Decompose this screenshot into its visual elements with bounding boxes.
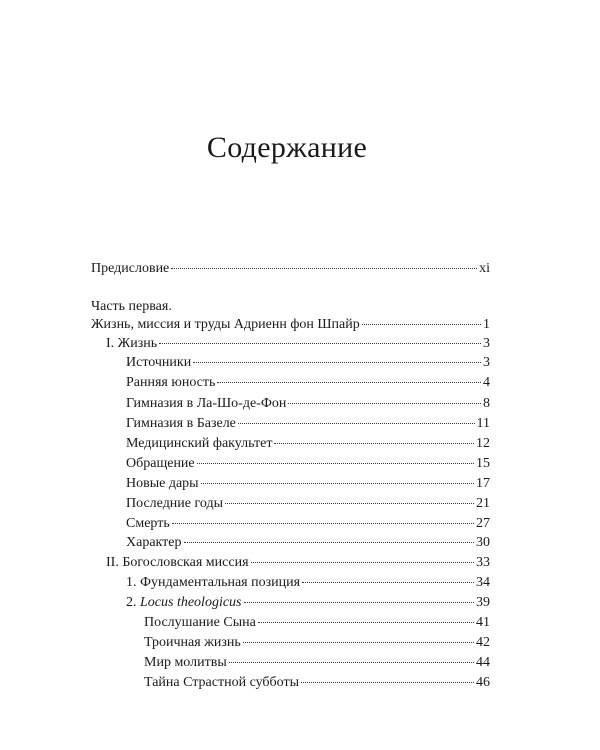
toc-label: Ранняя юность bbox=[126, 375, 216, 390]
dot-leader bbox=[302, 582, 474, 583]
toc-row bbox=[144, 653, 490, 673]
toc-row bbox=[126, 593, 490, 613]
toc-page-number: 15 bbox=[476, 456, 490, 471]
toc-row bbox=[126, 494, 490, 514]
dot-leader bbox=[301, 682, 474, 683]
toc-page-number: 30 bbox=[476, 535, 490, 550]
toc-page-number: 12 bbox=[476, 436, 490, 451]
dot-leader bbox=[171, 268, 477, 269]
toc-page-number: 3 bbox=[483, 355, 490, 370]
toc-label: Предисловие bbox=[91, 261, 170, 276]
toc-page-number: 1 bbox=[483, 317, 490, 332]
toc-row-preface bbox=[91, 259, 490, 279]
toc-label: 1. Фундаментальная позиция bbox=[126, 575, 301, 590]
toc-row bbox=[126, 353, 490, 373]
toc-row bbox=[144, 613, 490, 633]
toc-page-number: 34 bbox=[476, 575, 490, 590]
toc-label: Источники bbox=[126, 355, 192, 370]
toc-page-number: 4 bbox=[483, 375, 490, 390]
toc-page-number: 3 bbox=[483, 336, 490, 351]
toc-page-number: 17 bbox=[476, 476, 490, 491]
dot-leader bbox=[159, 343, 481, 344]
toc-label: Мир молитвы bbox=[144, 655, 227, 670]
toc-label: II. Богословская миссия bbox=[106, 555, 249, 570]
toc-label: Смерть bbox=[126, 516, 170, 531]
toc-page-number: 21 bbox=[476, 496, 490, 511]
toc-page-number: 46 bbox=[476, 675, 490, 690]
toc-row bbox=[126, 454, 490, 474]
dot-leader bbox=[288, 403, 481, 404]
dot-leader bbox=[225, 503, 474, 504]
toc-page-number: 42 bbox=[476, 635, 490, 650]
toc-row bbox=[106, 553, 490, 573]
toc-label: Последние годы bbox=[126, 496, 224, 511]
dot-leader bbox=[201, 483, 474, 484]
page-title: Содержание bbox=[206, 131, 368, 164]
toc-label: Новые дары bbox=[126, 476, 199, 491]
dot-leader bbox=[172, 523, 474, 524]
dot-leader bbox=[244, 602, 475, 603]
toc-row bbox=[126, 573, 490, 593]
toc-row bbox=[106, 334, 490, 354]
toc-page-number: xi bbox=[479, 261, 490, 276]
toc-row bbox=[126, 394, 490, 414]
toc-label: Послушание Сына bbox=[144, 615, 256, 630]
toc-label: Гимназия в Базеле bbox=[126, 416, 236, 431]
toc-label: I. Жизнь bbox=[106, 336, 158, 351]
toc-row bbox=[144, 673, 490, 693]
toc-row bbox=[126, 514, 490, 534]
toc-label: Гимназия в Ла-Шо-де-Фон bbox=[126, 396, 287, 411]
toc-row bbox=[126, 533, 490, 553]
toc-row bbox=[126, 414, 490, 434]
toc-label: Медицинский факультет bbox=[126, 436, 273, 451]
dot-leader bbox=[238, 423, 475, 424]
toc-label: Обращение bbox=[126, 456, 195, 471]
toc-page-number: 41 bbox=[476, 615, 490, 630]
dot-leader bbox=[251, 562, 474, 563]
toc-label: Тайна Страстной субботы bbox=[144, 675, 300, 690]
dot-leader bbox=[362, 324, 481, 325]
toc-row bbox=[144, 633, 490, 653]
dot-leader bbox=[197, 463, 474, 464]
dot-leader bbox=[217, 382, 481, 383]
toc-label: Жизнь, миссия и труды Адриенн фон Шпайр bbox=[91, 317, 360, 332]
toc-row bbox=[126, 474, 490, 494]
toc-label bbox=[126, 593, 242, 613]
toc-label: Троичная жизнь bbox=[144, 635, 241, 650]
dot-leader bbox=[274, 443, 474, 444]
toc-page-number: 27 bbox=[476, 516, 490, 531]
dot-leader bbox=[243, 642, 474, 643]
toc-page-number: 44 bbox=[476, 655, 490, 670]
dot-leader bbox=[184, 542, 475, 543]
toc-row bbox=[126, 434, 490, 454]
toc-row bbox=[126, 373, 490, 393]
toc-page-number: 8 bbox=[483, 396, 490, 411]
dot-leader bbox=[258, 622, 474, 623]
toc-page-number: 11 bbox=[476, 416, 490, 431]
part-heading: Часть первая. bbox=[91, 299, 172, 314]
toc-label-number: 2. bbox=[126, 595, 140, 610]
toc-page-number: 33 bbox=[476, 555, 490, 570]
toc-label: Характер bbox=[126, 535, 182, 550]
dot-leader bbox=[229, 662, 474, 663]
toc-page-number: 39 bbox=[476, 595, 490, 610]
toc-label-italic: Locus theologicus bbox=[140, 595, 242, 610]
dot-leader bbox=[193, 362, 481, 363]
toc-row-part-one bbox=[91, 315, 490, 335]
